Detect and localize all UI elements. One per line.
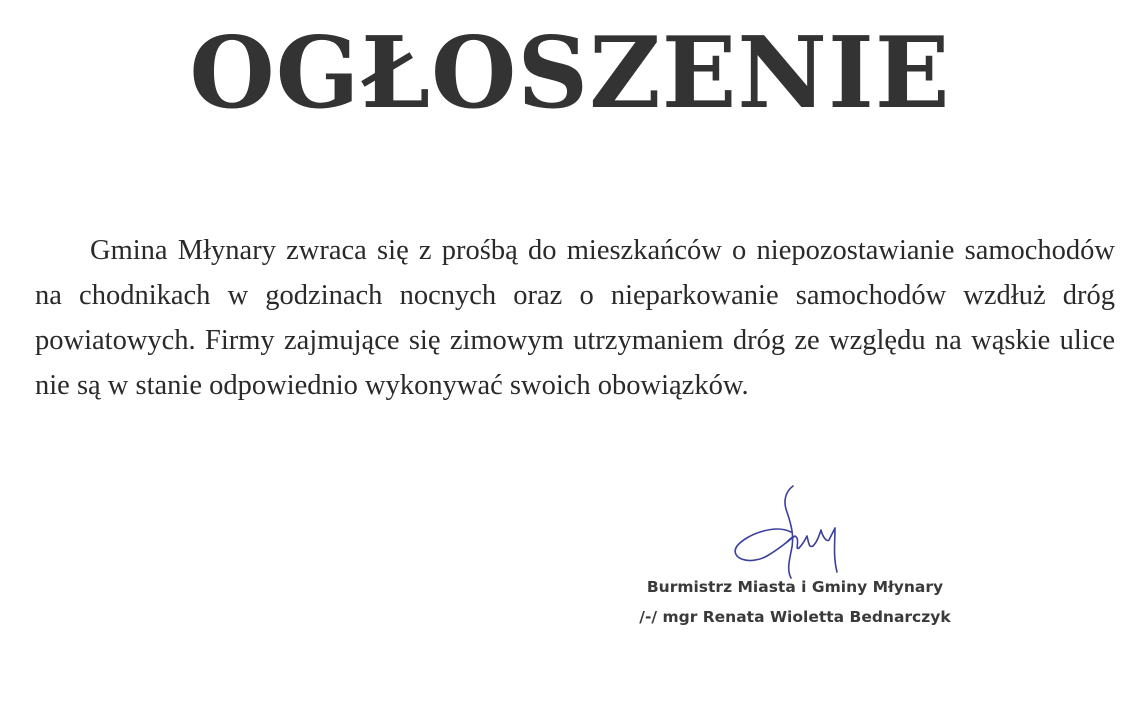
page-title: OGŁOSZENIE xyxy=(189,16,951,131)
announcement-body: Gmina Młynary zwraca się z prośbą do mieszkańców o niepozostawianie samochodów na chodnikach w godzinach nocnych oraz o nieparkowanie samochodów wzdłuż dróg powiatowych. Firmy zajmujące się zimowym utrzymaniem dróg ze względu na wąskie ulice nie są w stanie odpowiednio wykonywać swoich obowiązków. xyxy=(35,235,1115,401)
handwritten-signature xyxy=(725,482,855,582)
signature-block xyxy=(600,572,990,632)
signatory-name: /-/ mgr Renata Wioletta Bednarczyk xyxy=(639,608,951,626)
signatory-position: Burmistrz Miasta i Gminy Młynary xyxy=(646,578,944,596)
